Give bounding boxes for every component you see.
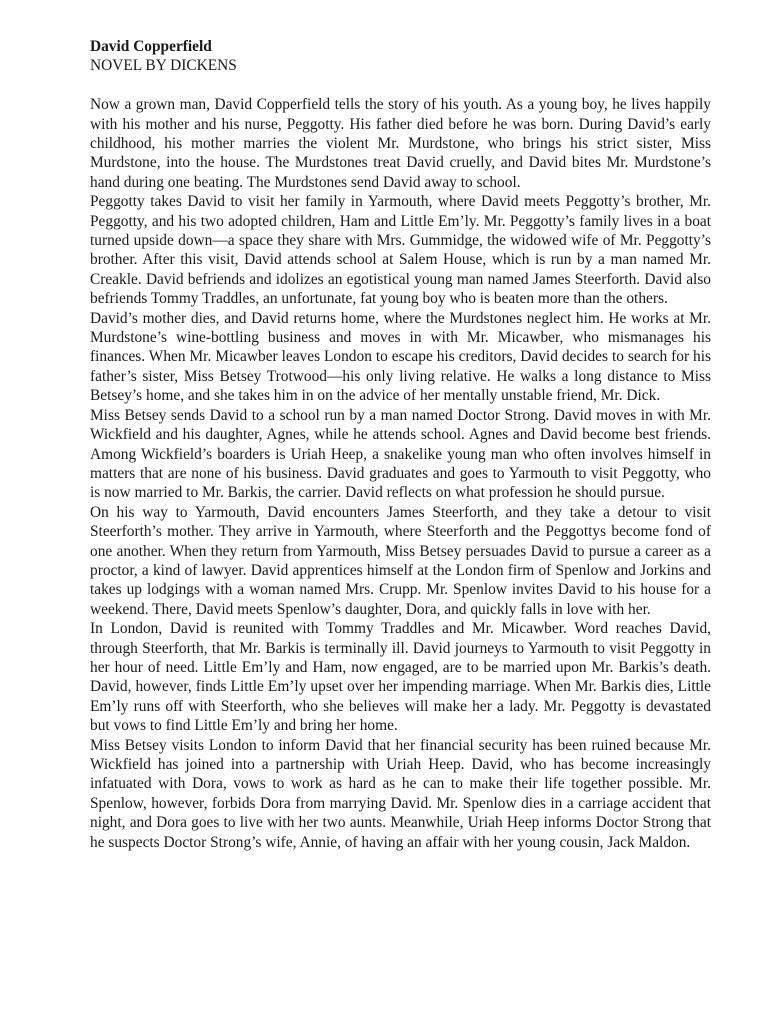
- document-subtitle: NOVEL BY DICKENS: [90, 57, 237, 75]
- paragraph-2: Peggotty takes David to visit her family in Yarmouth, where David meets Peggotty’s brother, Mr. Peggotty, and his two adopted children, Ham and Little Em’ly. Mr. Peggotty’s family lives in a boat turned upside down—a space they share with Mrs. Gummidge, the widowed wife of Mr. Peggotty’s brother. After this visit, David attends school at Salem House, which is run by a man named Mr. Creakle. David befriends and idolizes an egotistical young man named James Steerforth. David also befriends Tommy Traddles, an unfortunate, fat young boy who is beaten more than the others.: [90, 193, 711, 308]
- document-page: [90, 37, 711, 852]
- document-title: David Copperfield: [90, 38, 212, 55]
- paragraph-6: In London, David is reunited with Tommy Traddles and Mr. Micawber. Word reaches David, through Steerforth, that Mr. Barkis is terminally ill. David journeys to Yarmouth to visit Peggotty in her hour of need. Little Em’ly and Ham, now engaged, are to be married upon Mr. Barkis’s death. David, however, finds Little Em’ly upset over her impending marriage. When Mr. Barkis dies, Little Em’ly runs off with Steerforth, who she believes will make her a lady. Mr. Peggotty is devastated but vows to find Little Em’ly and bring her home.: [90, 620, 711, 735]
- paragraph-5: On his way to Yarmouth, David encounters James Steerforth, and they take a detour to visit Steerforth’s mother. They arrive in Yarmouth, where Steerforth and the Peggottys become fond of one another. When they return from Yarmouth, Miss Betsey persuades David to pursue a career as a proctor, a kind of lawyer. David apprentices himself at the London firm of Spenlow and Jorkins and takes up lodgings with a woman named Mrs. Crupp. Mr. Spenlow invites David to his house for a weekend. There, David meets Spenlow’s daughter, Dora, and quickly falls in love with her.: [90, 503, 711, 618]
- paragraph-1: Now a grown man, David Copperfield tells the story of his youth. As a young boy, he lives happily with his mother and his nurse, Peggotty. His father died before he was born. During David’s early childhood, his mother marries the violent Mr. Murdstone, who brings his strict sister, Miss Murdstone, into the house. The Murdstones treat David cruelly, and David bites Mr. Murdstone’s hand during one beating. The Murdstones send David away to school.: [90, 96, 711, 191]
- paragraph-4: Miss Betsey sends David to a school run by a man named Doctor Strong. David moves in with Mr. Wickfield and his daughter, Agnes, while he attends school. Agnes and David become best friends. Among Wickfield’s boarders is Uriah Heep, a snakelike young man who often involves himself in matters that are none of his business. David graduates and goes to Yarmouth to visit Peggotty, who is now married to Mr. Barkis, the carrier. David reflects on what profession he should pursue.: [90, 406, 711, 502]
- paragraph-3: David’s mother dies, and David returns home, where the Murdstones neglect him. He works at Mr. Murdstone’s wine-bottling business and moves in with Mr. Micawber, who mismanages his finances. When Mr. Micawber leaves London to escape his creditors, David decides to search for his father’s sister, Miss Betsey Trotwood—his only living relative. He walks a long distance to Miss Betsey’s home, and she takes him in on the advice of her mentally unstable friend, Mr. Dick.: [90, 309, 711, 405]
- paragraph-7: Miss Betsey visits London to inform David that her financial security has been ruined because Mr. Wickfield has joined into a partnership with Uriah Heep. David, who has become increasingly infatuated with Dora, vows to work as hard as he can to make their life together possible. Mr. Spenlow, however, forbids Dora from marrying David. Mr. Spenlow dies in a carriage accident that night, and Dora goes to live with her two aunts. Meanwhile, Uriah Heep informs Doctor Strong that he suspects Doctor Strong’s wife, Annie, of having an affair with her young cousin, Jack Maldon.: [90, 736, 711, 851]
